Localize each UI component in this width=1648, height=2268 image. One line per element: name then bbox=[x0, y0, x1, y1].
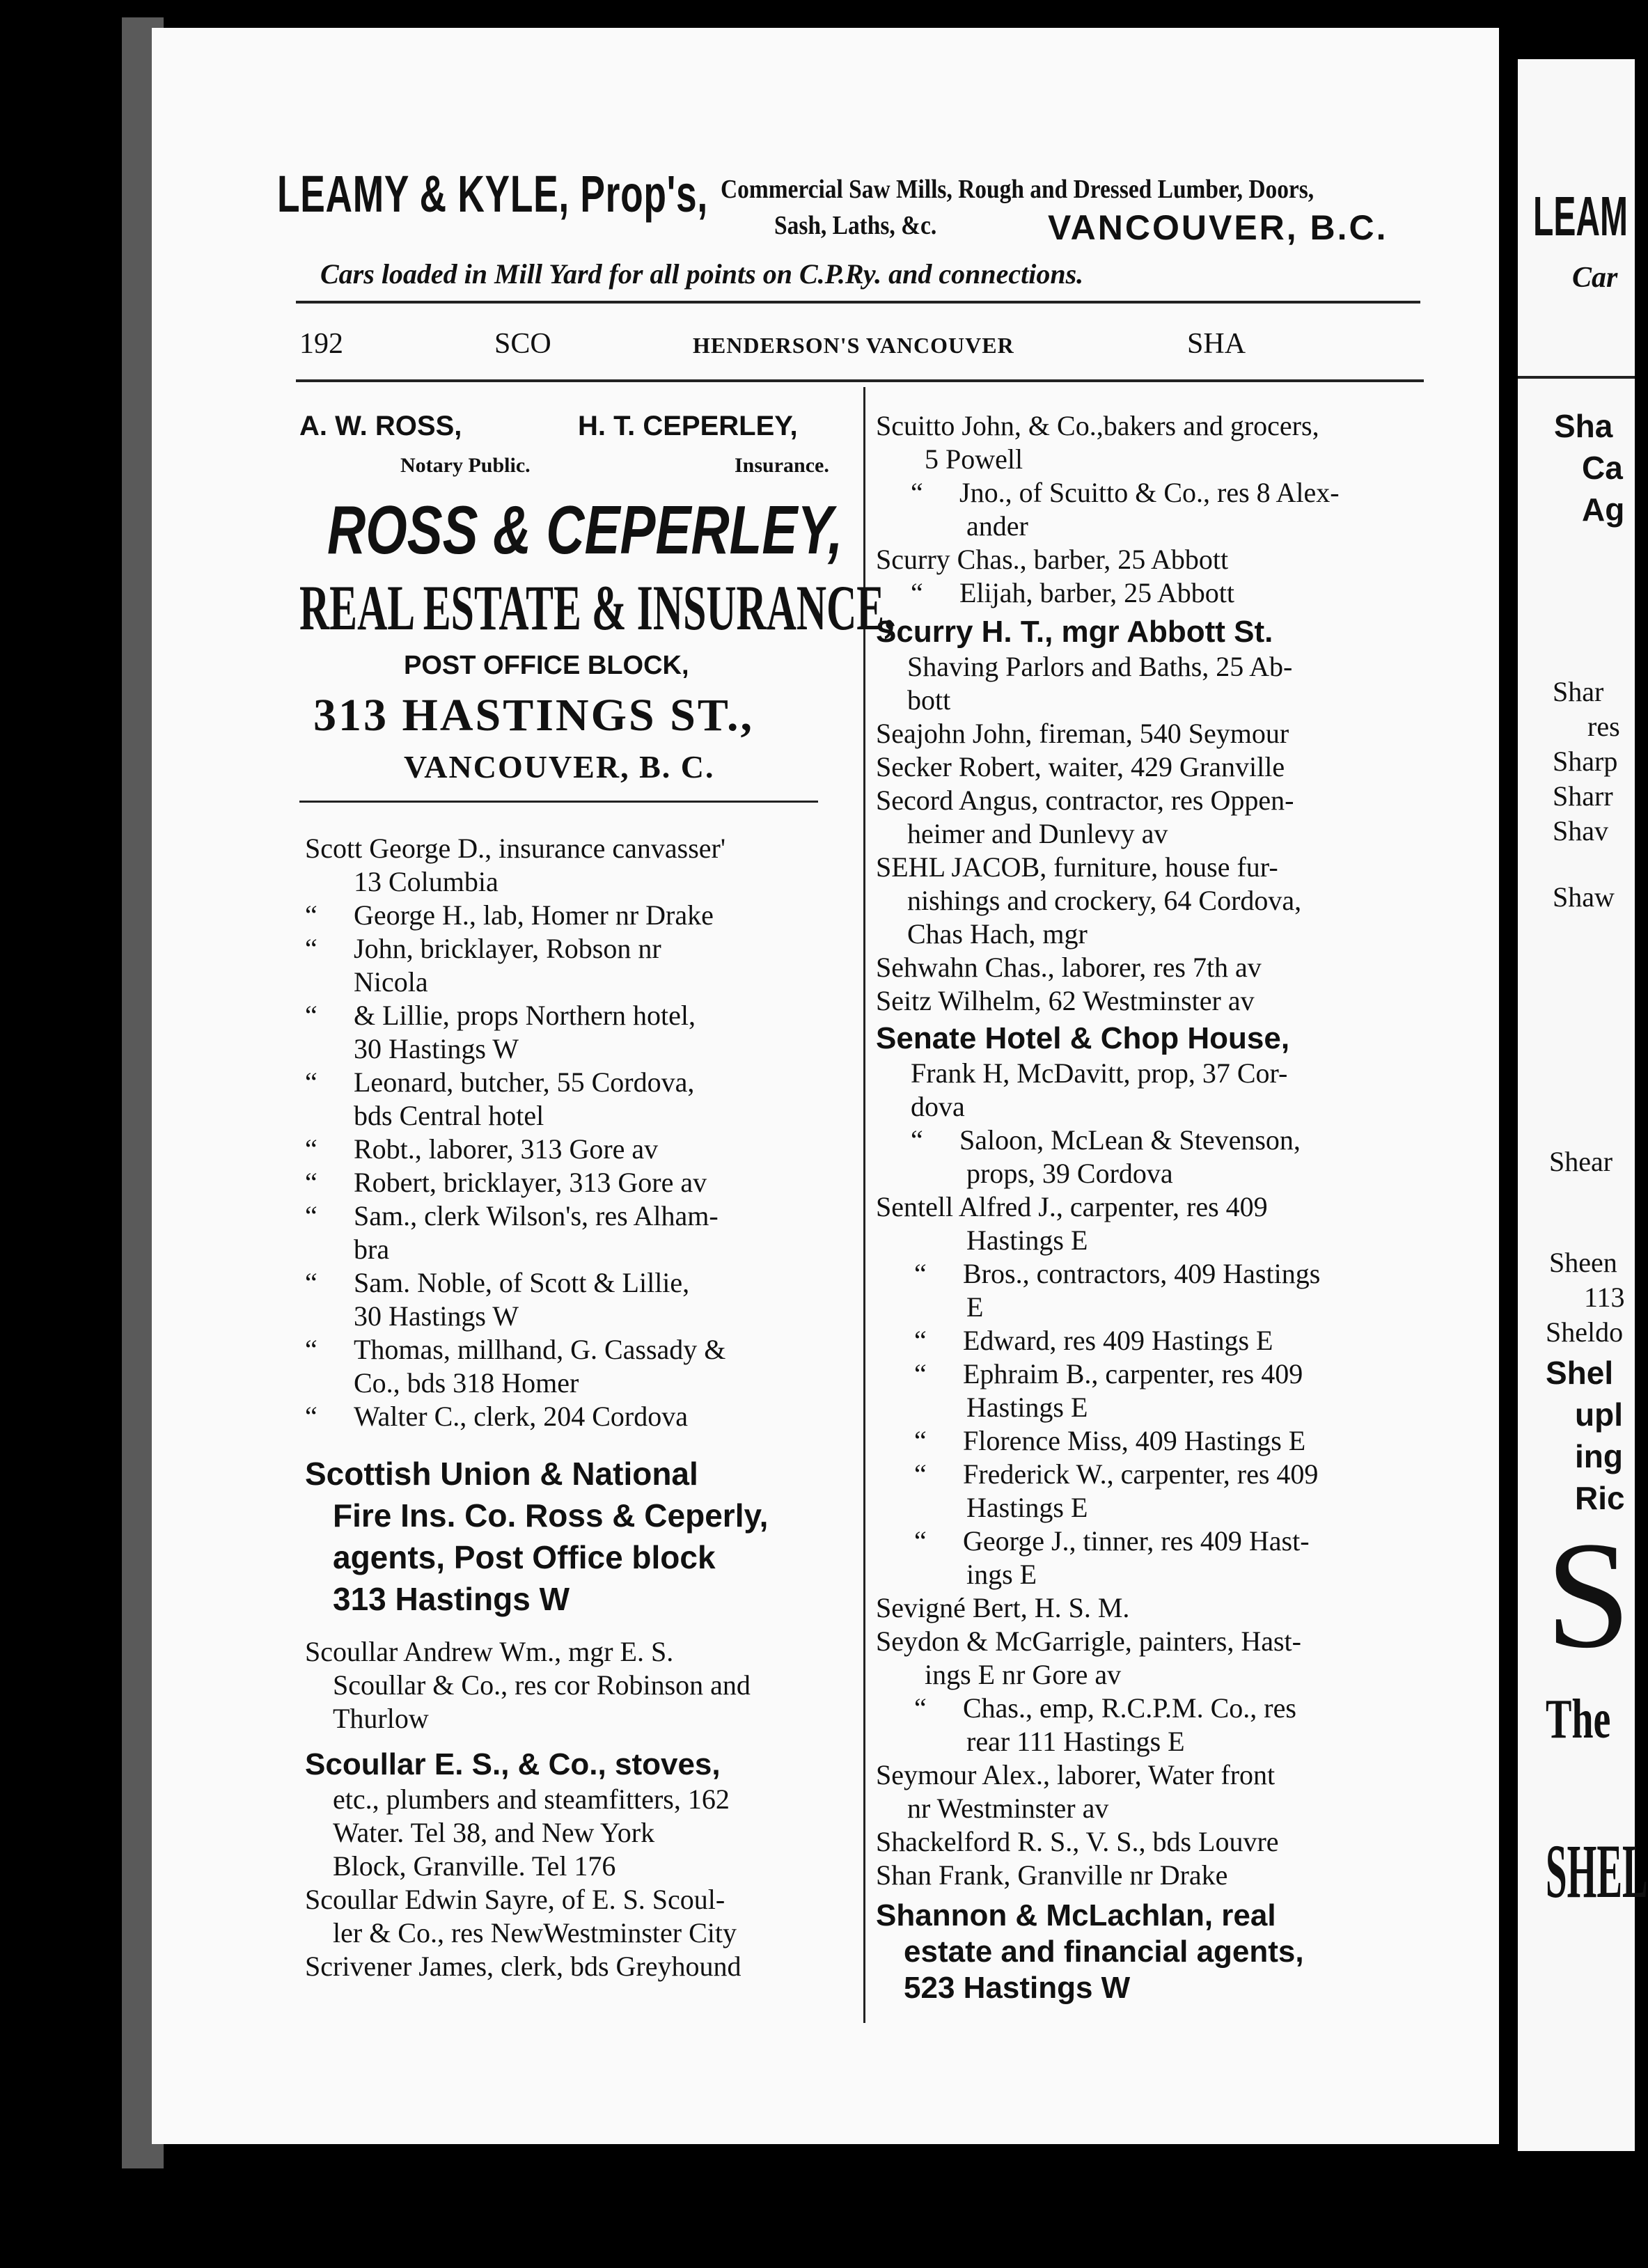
ad-title-ross: Notary Public. bbox=[400, 454, 531, 477]
header-ad-line1: Commercial Saw Mills, Rough and Dressed Lumber, Doors, bbox=[721, 175, 1315, 204]
facing-page-text: Sheldo bbox=[1546, 1316, 1624, 1348]
listing-line: “ John, bricklayer, Robson nr bbox=[305, 933, 661, 964]
facing-page-head: LEAM bbox=[1533, 185, 1628, 247]
listing-line: “ Robert, bricklayer, 313 Gore av bbox=[305, 1167, 707, 1198]
ditto-mark: “ bbox=[305, 1167, 317, 1198]
bold-listing-line: Scottish Union & National bbox=[305, 1456, 698, 1492]
bold-listing-line: Shannon & McLachlan, real bbox=[876, 1898, 1276, 1932]
listing-line: “ Florence Miss, 409 Hastings E bbox=[914, 1425, 1306, 1456]
listing-line: “ Thomas, millhand, G. Cassady & bbox=[305, 1334, 726, 1365]
ad-bottom-rule bbox=[299, 801, 818, 803]
listing-line: Shan Frank, Granville nr Drake bbox=[876, 1859, 1228, 1891]
bold-listing-line: Senate Hotel & Chop House, bbox=[876, 1021, 1290, 1055]
ditto-mark: “ bbox=[305, 899, 317, 931]
running-head-title: HENDERSON'S VANCOUVER bbox=[693, 333, 1014, 358]
ad-title-ceperley: Insurance. bbox=[735, 454, 829, 477]
listing-line: Chas Hach, mgr bbox=[907, 918, 1088, 950]
facing-page-text: Shear bbox=[1549, 1146, 1613, 1177]
listing-line: ings E bbox=[966, 1559, 1037, 1590]
facing-page-text: Ag bbox=[1582, 491, 1625, 528]
listing-line: Seydon & McGarrigle, painters, Hast- bbox=[876, 1625, 1301, 1657]
bold-listing-line: estate and financial agents, bbox=[904, 1935, 1304, 1969]
left-column-entries bbox=[305, 832, 862, 1983]
listing-line: 30 Hastings W bbox=[354, 1300, 519, 1332]
listing-line: “ Robt., laborer, 313 Gore av bbox=[305, 1133, 659, 1165]
facing-page-edge bbox=[1518, 59, 1648, 2151]
ditto-mark: “ bbox=[305, 1267, 317, 1298]
listing-line: bott bbox=[907, 684, 951, 716]
facing-page-text: Shel bbox=[1546, 1355, 1614, 1391]
listing-line: “ Chas., emp, R.C.P.M. Co., res bbox=[914, 1692, 1296, 1724]
ditto-mark: “ bbox=[911, 577, 923, 608]
ditto-mark: “ bbox=[914, 1692, 927, 1724]
listing-line: Seajohn John, fireman, 540 Seymour bbox=[876, 718, 1289, 749]
listing-line: “ Ephraim B., carpenter, res 409 bbox=[914, 1358, 1303, 1389]
listing-line: dova bbox=[911, 1091, 965, 1122]
listing-line: etc., plumbers and steamfitters, 162 bbox=[333, 1783, 730, 1815]
listing-line: Nicola bbox=[354, 966, 428, 998]
facing-page-sub: Car bbox=[1572, 262, 1618, 294]
facing-page-text: Sheen bbox=[1549, 1247, 1617, 1278]
ditto-mark: “ bbox=[305, 1334, 317, 1365]
ad-firm-line3: 313 HASTINGS ST., bbox=[313, 690, 754, 741]
bold-listing-line: 523 Hastings W bbox=[904, 1971, 1131, 2005]
facing-page-text: Shaw bbox=[1553, 881, 1615, 913]
listing-line: E bbox=[966, 1291, 984, 1323]
listing-line: “ Sam. Noble, of Scott & Lillie, bbox=[305, 1267, 690, 1298]
listing-line: “ & Lillie, props Northern hotel, bbox=[305, 1000, 696, 1031]
ad-firm-line4: VANCOUVER, B. C. bbox=[404, 749, 715, 785]
bold-listing-line: agents, Post Office block bbox=[333, 1539, 716, 1575]
ditto-mark: “ bbox=[305, 1401, 317, 1432]
facing-page-text: The bbox=[1546, 1689, 1611, 1750]
ad-firm-line1: REAL ESTATE & INSURANCE, bbox=[299, 572, 895, 643]
ditto-mark: “ bbox=[914, 1525, 927, 1557]
ditto-mark: “ bbox=[914, 1358, 927, 1389]
listing-line: “ Frederick W., carpenter, res 409 bbox=[914, 1458, 1319, 1490]
ditto-mark: “ bbox=[305, 1133, 317, 1165]
ditto-mark: “ bbox=[305, 1200, 317, 1231]
listing-line: “ Edward, res 409 Hastings E bbox=[914, 1325, 1273, 1356]
right-column-entries bbox=[876, 409, 1447, 2006]
header-ad-line2: Sash, Laths, &c. bbox=[774, 211, 937, 240]
listing-line: props, 39 Cordova bbox=[966, 1158, 1173, 1189]
listing-line: Frank H, McDavitt, prop, 37 Cor- bbox=[911, 1057, 1288, 1089]
facing-page-text: SHEL bbox=[1546, 1829, 1648, 1914]
facing-page-text: 113 bbox=[1584, 1282, 1625, 1313]
facing-page-text: Sharp bbox=[1553, 746, 1618, 777]
listing-line: 13 Columbia bbox=[354, 866, 499, 897]
ad-firm-line2: POST OFFICE BLOCK, bbox=[404, 651, 689, 680]
facing-page-rule bbox=[1518, 376, 1635, 379]
ditto-mark: “ bbox=[305, 1066, 317, 1098]
listing-line: 5 Powell bbox=[925, 443, 1023, 475]
listing-line: Secker Robert, waiter, 429 Granville bbox=[876, 751, 1285, 782]
listing-line: Seymour Alex., laborer, Water front bbox=[876, 1759, 1276, 1790]
listing-line: Scuitto John, & Co.,bakers and grocers, bbox=[876, 410, 1319, 441]
listing-line: rear 111 Hastings E bbox=[966, 1726, 1185, 1757]
listing-line: Scott George D., insurance canvasser' bbox=[305, 833, 726, 864]
facing-page-text: Shav bbox=[1553, 815, 1608, 846]
listing-line: Sentell Alfred J., carpenter, res 409 bbox=[876, 1191, 1268, 1222]
listing-line: “ Elijah, barber, 25 Abbott bbox=[911, 577, 1234, 608]
facing-page-text: Shar bbox=[1553, 676, 1604, 707]
ditto-mark: “ bbox=[914, 1258, 927, 1289]
listing-line: heimer and Dunlevy av bbox=[907, 818, 1168, 849]
ditto-mark: “ bbox=[305, 933, 317, 964]
listing-line: Water. Tel 38, and New York bbox=[333, 1817, 655, 1848]
running-head-rule bbox=[296, 379, 1424, 382]
running-head-left: SCO bbox=[494, 328, 551, 360]
listing-line: Hastings E bbox=[966, 1392, 1088, 1423]
listing-line: “ George H., lab, Homer nr Drake bbox=[305, 899, 714, 931]
listing-line: 30 Hastings W bbox=[354, 1033, 519, 1064]
ditto-mark: “ bbox=[914, 1325, 927, 1356]
bold-listing-line: Scurry H. T., mgr Abbott St. bbox=[876, 615, 1273, 649]
listing-line: bds Central hotel bbox=[354, 1100, 544, 1131]
bold-listing-line: Scoullar E. S., & Co., stoves, bbox=[305, 1747, 721, 1781]
header-ad-tagline: Cars loaded in Mill Yard for all points on C.P.Ry. and connections. bbox=[320, 258, 1084, 290]
listing-line: Hastings E bbox=[966, 1492, 1088, 1523]
listing-line: “ Saloon, McLean & Stevenson, bbox=[911, 1124, 1301, 1156]
listing-line: “ Bros., contractors, 409 Hastings bbox=[914, 1258, 1321, 1289]
bold-listing-line: Fire Ins. Co. Ross & Ceperly, bbox=[333, 1497, 769, 1534]
listing-line: “ Walter C., clerk, 204 Cordova bbox=[305, 1401, 688, 1432]
listing-line: Hastings E bbox=[966, 1224, 1088, 1256]
listing-line: “ Sam., clerk Wilson's, res Alham- bbox=[305, 1200, 719, 1231]
facing-page-text: Ca bbox=[1582, 450, 1623, 486]
listing-line: Scurry Chas., barber, 25 Abbott bbox=[876, 544, 1229, 575]
facing-page-text: Sharr bbox=[1553, 780, 1613, 812]
facing-page-text: res bbox=[1587, 711, 1620, 742]
listing-line: nishings and crockery, 64 Cordova, bbox=[907, 885, 1302, 916]
facing-page-text: Sha bbox=[1554, 408, 1613, 444]
ditto-mark: “ bbox=[305, 1000, 317, 1031]
ditto-mark: “ bbox=[911, 477, 923, 508]
listing-line: bra bbox=[354, 1234, 390, 1265]
listing-line: Seitz Wilhelm, 62 Westminster av bbox=[876, 985, 1255, 1016]
listing-line: SEHL JACOB, furniture, house fur- bbox=[876, 851, 1278, 883]
listing-line: Scoullar Edwin Sayre, of E. S. Scoul- bbox=[305, 1884, 725, 1915]
ad-firm-name: ROSS & CEPERLEY, bbox=[327, 491, 843, 568]
ad-name-ross: A. W. ROSS, bbox=[299, 411, 462, 441]
listing-line: Scrivener James, clerk, bds Greyhound bbox=[305, 1951, 741, 1982]
facing-page-text: ing bbox=[1575, 1438, 1623, 1474]
listing-line: Thurlow bbox=[333, 1703, 429, 1734]
listing-line: ander bbox=[966, 510, 1028, 542]
listing-line: Scoullar & Co., res cor Robinson and bbox=[333, 1669, 751, 1701]
listing-line: ler & Co., res NewWestminster City bbox=[333, 1917, 737, 1948]
listing-line: Shackelford R. S., V. S., bds Louvre bbox=[876, 1826, 1279, 1857]
listing-line: nr Westminster av bbox=[907, 1793, 1109, 1824]
facing-page-text: Ric bbox=[1575, 1480, 1625, 1516]
header-ad-name: LEAMY & KYLE, Prop's, bbox=[277, 165, 708, 223]
listing-line: “ George J., tinner, res 409 Hast- bbox=[914, 1525, 1310, 1557]
ditto-mark: “ bbox=[911, 1124, 923, 1156]
ditto-mark: “ bbox=[914, 1458, 927, 1490]
running-head-right: SHA bbox=[1187, 328, 1246, 360]
header-rule bbox=[296, 301, 1420, 304]
listing-line: Secord Angus, contractor, res Oppen- bbox=[876, 785, 1294, 816]
facing-page-text: upl bbox=[1575, 1396, 1623, 1433]
listing-line: Scoullar Andrew Wm., mgr E. S. bbox=[305, 1636, 674, 1667]
header-ad-city: VANCOUVER, B.C. bbox=[1048, 208, 1388, 247]
listing-line: ings E nr Gore av bbox=[925, 1659, 1122, 1690]
listing-line: Sevigné Bert, H. S. M. bbox=[876, 1592, 1130, 1623]
ad-name-ceperley: H. T. CEPERLEY, bbox=[578, 411, 798, 441]
listing-line: Shaving Parlors and Baths, 25 Ab- bbox=[907, 651, 1293, 682]
bold-listing-line: 313 Hastings W bbox=[333, 1581, 570, 1617]
page-number: 192 bbox=[299, 328, 343, 360]
listing-line: Co., bds 318 Homer bbox=[354, 1367, 579, 1399]
listing-line: “ Leonard, butcher, 55 Cordova, bbox=[305, 1066, 695, 1098]
ditto-mark: “ bbox=[914, 1425, 927, 1456]
listing-line: Block, Granville. Tel 176 bbox=[333, 1850, 616, 1882]
facing-page-big-letter: S bbox=[1546, 1510, 1631, 1680]
listing-line: Sehwahn Chas., laborer, res 7th av bbox=[876, 952, 1262, 983]
listing-line: “ Jno., of Scuitto & Co., res 8 Alex- bbox=[911, 477, 1340, 508]
